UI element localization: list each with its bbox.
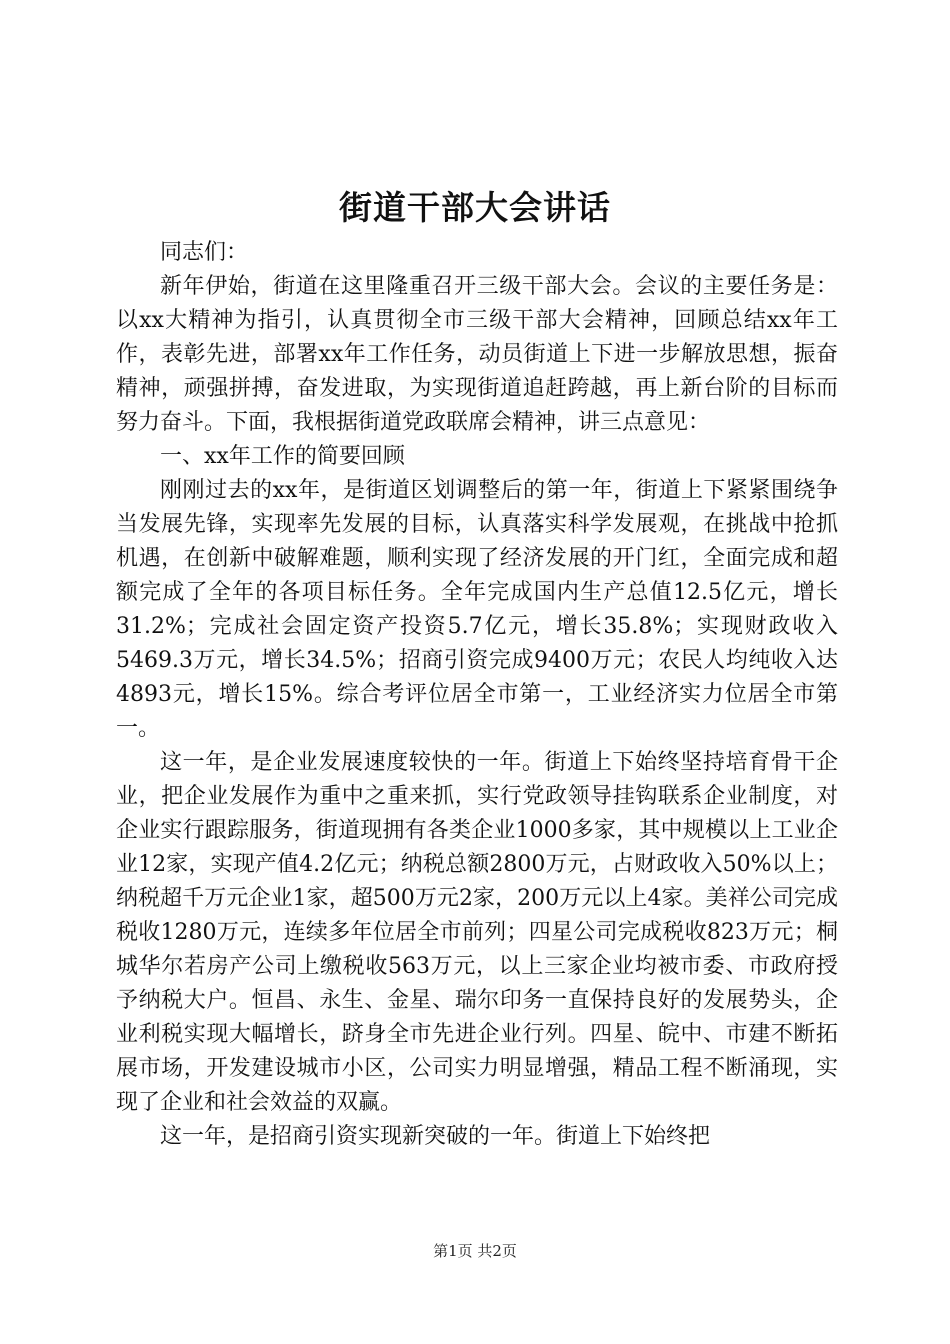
document-body (116, 236, 838, 1154)
paragraph-enterprise: 这一年，是企业发展速度较快的一年。街道上下始终坚持培育骨干企业，把企业发展作为重中之重来抓，实行党政领导挂钩联系企业制度，对企业实行跟踪服务，街道现拥有各类企业1000多家，其中规模以上工业企业12家，实现产值4.2亿元；纳税总额2800万元，占财政收入50%以上；纳税超千万元企业1家，超500万元2家，200万元以上4家。美祥公司完成税收1280万元，连续多年位居全市前列；四星公司完成税收823万元；桐城华尔若房产公司上缴税收563万元，以上三家企业均被市委、市政府授予纳税大户。恒昌、永生、金星、瑞尔印务一直保持良好的发展势头，企业利税实现大幅增长，跻身全市先进企业行列。四星、皖中、市建不断拓展市场，开发建设城市小区，公司实力明显增强，精品工程不断涌现，实现了企业和社会效益的双赢。 (116, 750, 838, 1115)
paragraph-investment: 这一年，是招商引资实现新突破的一年。街道上下始终把 (160, 1124, 711, 1149)
page-number-footer: 第1页 共2页 (433, 1242, 517, 1260)
document-title: 街道干部大会讲话 (339, 188, 611, 227)
salutation: 同志们： (160, 240, 249, 265)
paragraph-review: 刚刚过去的xx年，是街道区划调整后的第一年，街道上下紧紧围绕争当发展先锋，实现率先发展的目标，认真落实科学发展观，在挑战中抢抓机遇，在创新中破解难题，顺利实现了经济发展的开门红，全面完成和超额完成了全年的各项目标任务。全年完成国内生产总值12.5亿元，增长31.2%；完成社会固定资产投资5.7亿元，增长35.8%；实现财政收入5469.3万元，增长34.5%；招商引资完成9400万元；农民人均纯收入达4893元，增长15%。综合考评位居全市第一，工业经济实力位居全市第一。 (116, 478, 838, 741)
section-heading: 一、xx年工作的简要回顾 (160, 444, 405, 469)
paragraph-intro: 新年伊始，街道在这里隆重召开三级干部大会。会议的主要任务是：以xx大精神为指引，认真贯彻全市三级干部大会精神，回顾总结xx年工作，表彰先进，部署xx年工作任务，动员街道上下进一步解放思想，振奋精神，顽强拼搏，奋发进取，为实现街道追赶跨越，再上新台阶的目标而努力奋斗。下面，我根据街道党政联席会精神，讲三点意见： (116, 274, 838, 435)
